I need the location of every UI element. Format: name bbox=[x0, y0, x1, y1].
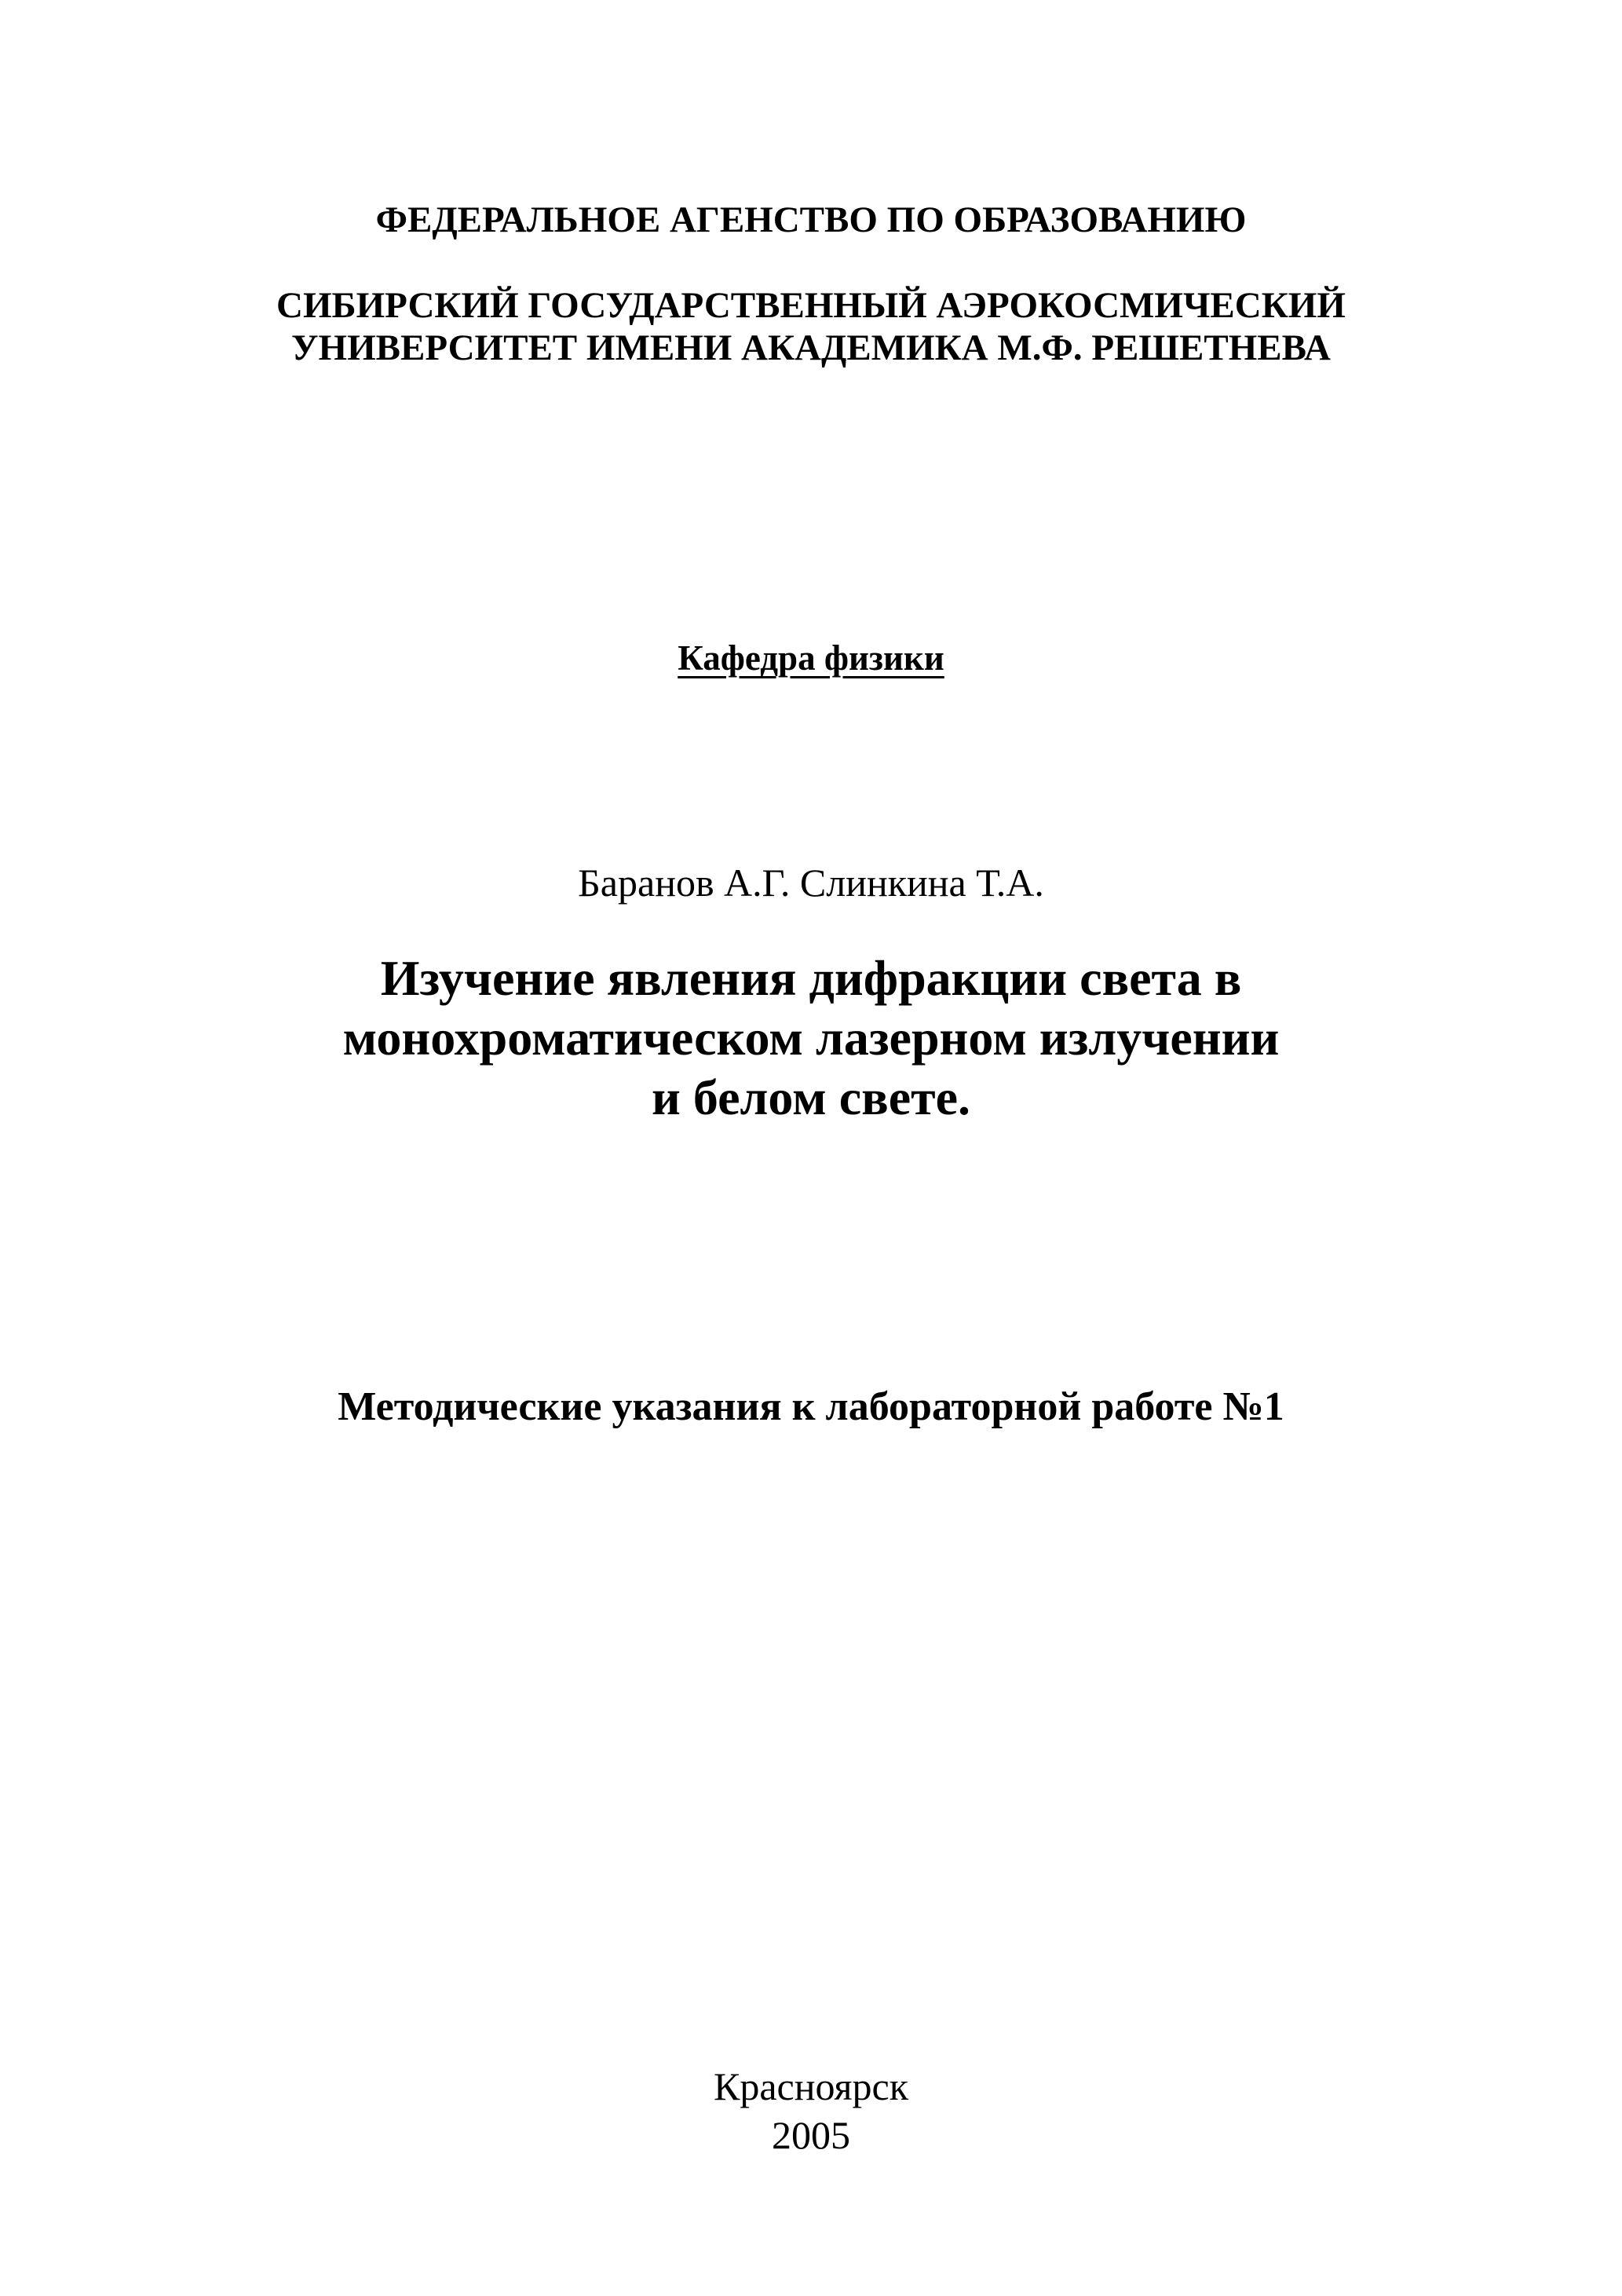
document-title-line-3: и белом свете. bbox=[652, 1069, 970, 1125]
document-title-line-1: Изучение явления дифракции света в bbox=[380, 950, 1242, 1006]
document-subtitle: Методические указания к лабораторной работе №1 bbox=[338, 1384, 1284, 1429]
publication-year: 2005 bbox=[772, 2113, 850, 2157]
publication-city: Красноярск bbox=[713, 2064, 909, 2108]
university-heading bbox=[0, 284, 1622, 369]
department-name: Кафедра физики bbox=[678, 638, 944, 678]
authors-line: Баранов А.Г. Слинкина Т.А. bbox=[578, 861, 1044, 905]
document-title-line-2: монохроматическом лазерном излучении bbox=[342, 1010, 1280, 1066]
university-heading-line-1: СИБИРСКИЙ ГОСУДАРСТВЕННЫЙ АЭРОКОСМИЧЕСКИЙ bbox=[276, 285, 1346, 326]
document-title bbox=[0, 949, 1622, 1128]
agency-heading: ФЕДЕРАЛЬНОЕ АГЕНСТВО ПО ОБРАЗОВАНИЮ bbox=[375, 199, 1247, 240]
university-heading-line-2: УНИВЕРСИТЕТ ИМЕНИ АКАДЕМИКА М.Ф. РЕШЕТНЕВА bbox=[291, 327, 1331, 368]
department-heading bbox=[0, 634, 1622, 682]
